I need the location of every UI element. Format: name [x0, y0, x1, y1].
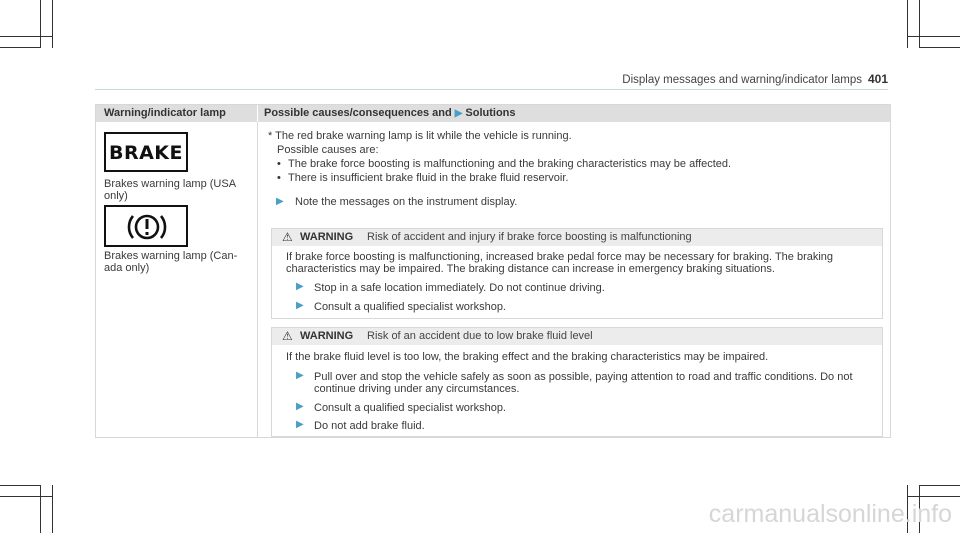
col2-header-left: Possible causes/consequences and: [264, 107, 452, 119]
play-arrow-icon: ▶: [296, 300, 304, 311]
crop-mark: [0, 496, 53, 497]
warning-step: Stop in a safe location immediately. Do not continue driving.: [314, 282, 605, 294]
causes-label: Possible causes are:: [277, 144, 379, 156]
warning-box: [271, 228, 883, 319]
warning-step: Consult a qualified specialist workshop.: [314, 402, 506, 414]
warning-box: [271, 327, 883, 437]
warning-step-continued: continue driving under any circumstances.: [314, 383, 520, 395]
brake-warning-lamp-icon: [104, 132, 188, 172]
warning-title: WARNING: [300, 330, 354, 342]
crop-mark: [40, 0, 41, 48]
cause-item: • There is insufficient brake fluid in the brake fluid reservoir.: [288, 171, 568, 185]
warning-subtitle: Risk of accident and injury if brake force boosting is malfunctioning: [367, 231, 692, 243]
play-arrow-icon: ▶: [296, 419, 304, 430]
crop-mark: [52, 0, 53, 48]
caption-line: Brakes warning lamp (Can-: [104, 250, 238, 262]
warning-lamp-table: [95, 104, 891, 438]
crop-mark: [919, 0, 920, 48]
column-divider: [257, 105, 258, 122]
caption-line: ada only): [104, 262, 150, 274]
section-title: Display messages and warning/indicator lamps: [622, 74, 862, 86]
crop-mark: [907, 496, 960, 497]
running-header: [590, 72, 888, 86]
play-arrow-icon: ▶: [454, 108, 463, 119]
col2-header-right: Solutions: [465, 107, 516, 119]
warning-triangle-icon: ⚠: [282, 230, 293, 244]
crop-mark: [40, 485, 41, 533]
crop-mark: [919, 485, 960, 486]
crop-mark: [919, 47, 960, 48]
page-number: 401: [867, 72, 888, 86]
warning-step: Pull over and stop the vehicle safely as soon as possible, paying attention to road and traffic conditions. Do not: [314, 371, 853, 383]
watermark: carmanualsonline.info: [708, 500, 952, 528]
warning-subtitle: Risk of an accident due to low brake fluid level: [367, 330, 593, 342]
play-arrow-icon: ▶: [276, 196, 284, 207]
warning-body-line: If the brake fluid level is too low, the braking effect and the braking characteristics may be impaired.: [286, 351, 769, 363]
col1-header: Warning/indicator lamp: [104, 107, 226, 119]
crop-mark: [907, 36, 960, 37]
warning-body-line: If brake force boosting is malfunctioning, increased brake pedal force may be necessary for braking. The braking: [286, 251, 834, 263]
warning-body-line: characteristics may be impaired. The braking distance can increase in emergency braking situations.: [286, 263, 775, 275]
brake-circle-exclamation-icon: [104, 205, 188, 247]
warning-triangle-icon: ⚠: [282, 329, 293, 343]
caption-line: Brakes warning lamp (USA: [104, 178, 237, 190]
intro-line: * The red brake warning lamp is lit while the vehicle is running.: [268, 130, 572, 142]
play-arrow-icon: ▶: [296, 401, 304, 412]
warning-step: Consult a qualified specialist workshop.: [314, 301, 506, 313]
play-arrow-icon: ▶: [296, 370, 304, 381]
warning-header: [272, 229, 882, 246]
brake-circle-exclamation-icon: [126, 209, 168, 245]
crop-mark: [0, 36, 53, 37]
brake-lamp-text: BRAKE: [108, 142, 184, 164]
crop-mark: [0, 47, 41, 48]
play-arrow-icon: ▶: [296, 281, 304, 292]
warning-title: WARNING: [300, 231, 354, 243]
col2-header: [264, 107, 516, 119]
header-rule: [95, 89, 888, 90]
note-step: Note the messages on the instrument display.: [295, 196, 518, 208]
caption-line: only): [104, 190, 128, 202]
brake-lamp-caption: [104, 178, 244, 202]
canada-lamp-caption: [104, 250, 244, 274]
table-header: [96, 105, 890, 122]
cause-item: • The brake force boosting is malfunctioning and the braking characteristics may be affected.: [288, 157, 731, 171]
warning-step: Do not add brake fluid.: [314, 420, 425, 432]
crop-mark: [907, 0, 908, 48]
crop-mark: [0, 485, 41, 486]
column-divider: [257, 122, 258, 437]
warning-header: [272, 328, 882, 345]
crop-mark: [52, 485, 53, 533]
